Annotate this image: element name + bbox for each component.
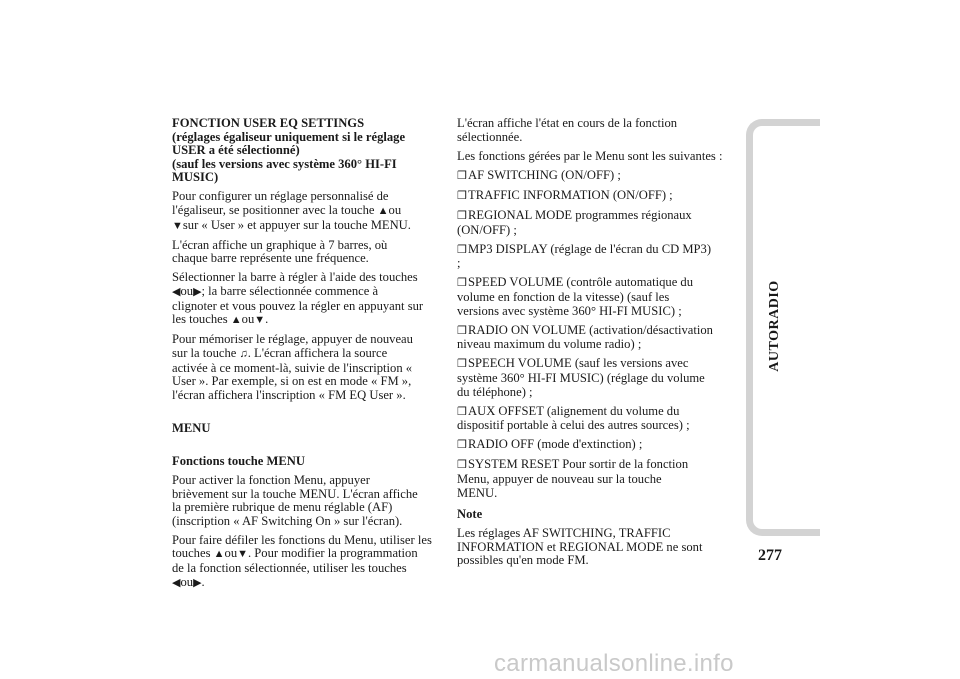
list-item [457,189,739,204]
paragraph-screen-state: L'écran affiche l'état en cours de la fonction sélectionnée. [457,116,678,144]
checkbox-icon: ❒ [457,277,467,290]
list-item [457,438,739,453]
page-number: 277 [758,547,782,564]
section-label: AUTORADIO [767,280,782,372]
section-side-tab [746,119,820,536]
menu-function-list [457,169,739,500]
checkbox-icon: ❒ [457,169,467,182]
paragraph-select-bar: Sélectionner la barre à régler à l'aide des touches ◀ou▶; la barre sélectionnée commence à clignoter et vous pouvez la régler en appuyant sur les touches ▲ou▼. [172,270,424,327]
paragraph-save: Pour mémoriser le réglage, appuyer de nouveau sur la touche ♫. L'écran affichera la source activée à ce moment-là, suivie de l'inscription « User ». Par exemple, si on est en mode « FM », l'écran affichera l'inscription « FM EQ User ». [172,332,413,402]
left-arrow-icon: ◀ [172,286,181,299]
list-item-text: ; [457,256,461,271]
checkbox-icon: ❒ [457,405,467,418]
list-item-text: AF SWITCHING (ON/OFF) ; [468,167,621,182]
checkbox-icon: ❒ [457,459,467,472]
up-arrow-icon: ▲ [230,314,242,327]
checkbox-icon: ❒ [457,243,467,256]
list-item-text: SYSTEM RESET Pour sortir de la fonction [468,457,689,472]
list-item [457,357,739,399]
up-arrow-icon: ▲ [213,548,225,561]
list-item [457,209,739,237]
list-item-text: AUX OFFSET (alignement du volume du [468,403,680,418]
checkbox-icon: ❒ [457,324,467,337]
list-item-text: MP3 DISPLAY (réglage de l'écran du CD MP3) [468,241,712,256]
list-item [457,243,739,271]
list-item-text: MENU. [457,485,498,500]
left-arrow-icon: ◀ [172,576,181,589]
list-item-text: du téléphone) ; [457,384,533,399]
list-item-text: versions avec système 360° HI-FI MUSIC) ; [457,303,682,318]
menu-subheading: Fonctions touche MENU [172,453,305,468]
list-item-text: SPEED VOLUME (contrôle automatique du [468,275,694,290]
menu-heading: MENU [172,420,211,435]
down-arrow-icon: ▼ [237,548,248,561]
right-column [457,117,739,574]
list-item [457,276,739,318]
list-item [457,169,739,184]
checkbox-icon: ❒ [457,358,467,371]
paragraph-functions-intro: Les fonctions gérées par le Menu sont les suivantes : [457,148,723,163]
right-arrow-icon: ▶ [193,286,202,299]
watermark: carmanualsonline.info [494,650,734,677]
right-arrow-icon: ▶ [193,576,202,589]
list-item-text: SPEECH VOLUME (sauf les versions avec [468,356,689,371]
list-item-text: niveau maximum du volume radio) ; [457,337,642,352]
paragraph-scroll-menu: Pour faire défiler les fonctions du Menu, utiliser les touches ▲ou▼. Pour modifier la programmation de la fonction sélectionnée, utiliser les touches ◀ou▶. [172,532,432,589]
note-text: Les réglages AF SWITCHING, TRAFFIC INFORMATION et REGIONAL MODE ne sont possibles qu'en mode FM. [457,526,703,568]
list-item-text: volume en fonction de la vitesse) (sauf les [457,289,670,304]
paragraph-configure: Pour configurer un réglage personnalisé de l'égaliseur, se positionner avec la touche ▲ou ▼sur « User » et appuyer sur la touche MENU. [172,189,411,232]
down-arrow-icon: ▼ [254,314,266,327]
down-arrow-icon: ▼ [172,219,183,232]
list-item-text: RADIO OFF (mode d'extinction) ; [468,437,643,452]
checkbox-icon: ❒ [457,189,467,202]
left-column [172,117,452,596]
paragraph-graph: L'écran affiche un graphique à 7 barres, où chaque barre représente une fréquence. [172,237,388,266]
list-item [457,405,739,433]
paragraph-activate-menu: Pour activer la fonction Menu, appuyer brièvement sur la touche MENU. L'écran affiche la première rubrique de menu réglable (AF) (inscription « AF Switching On » sur l'écran). [172,472,418,528]
list-item-text: TRAFFIC INFORMATION (ON/OFF) ; [468,187,673,202]
eq-settings-heading: FONCTION USER EQ SETTINGS (réglages égaliseur uniquement si le réglage USER a été sélectionné) (sauf les versions avec système 360° HI-FI MUSIC) [172,116,406,185]
checkbox-icon: ❒ [457,209,467,222]
list-item-text: (ON/OFF) ; [457,222,517,237]
note-heading: Note [457,507,483,522]
list-item [457,458,739,500]
checkbox-icon: ❒ [457,439,467,452]
list-item-text: Menu, appuyer de nouveau sur la touche [457,471,662,486]
list-item [457,324,739,352]
list-item-text: REGIONAL MODE programmes régionaux [468,207,692,222]
up-arrow-icon: ▲ [377,205,389,218]
music-note-icon: ♫ [239,347,248,360]
list-item-text: système 360° HI-FI MUSIC) (réglage du volume [457,370,705,385]
list-item-text: dispositif portable à celui des autres sources) ; [457,418,690,433]
list-item-text: RADIO ON VOLUME (activation/désactivation [468,322,713,337]
